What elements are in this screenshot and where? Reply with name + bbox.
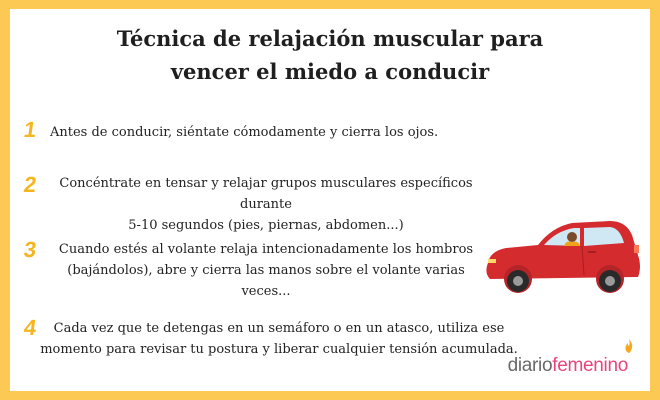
step-3-line-2: (bajándolos), abre y cierra las manos sobre el volante varias [67, 263, 465, 278]
car-illustration [480, 215, 644, 299]
step-number-3: 3 [22, 237, 39, 262]
step-2-line-2: 5-10 segundos (pies, piernas, abdomen...) [128, 218, 404, 233]
title-line-1: Técnica de relajación muscular para [116, 26, 544, 51]
step-4-line-1: Cada vez que te detengas en un semáforo o en un atasco, utiliza ese [53, 321, 505, 336]
infographic-card [10, 9, 650, 391]
logo-part-1: diario [507, 355, 553, 376]
step-3 [46, 239, 486, 302]
step-number-4: 4 [22, 315, 39, 340]
site-logo [508, 355, 628, 377]
step-2 [46, 173, 486, 236]
step-3-line-1: Cuando estés al volante relaja intencionadamente los hombros [58, 242, 474, 257]
step-number-1: 1 [22, 117, 39, 142]
step-3-line-3: veces... [241, 284, 291, 299]
title-line-2: vencer el miedo a conducir [170, 59, 490, 84]
flame-icon [624, 339, 634, 353]
step-1 [50, 122, 490, 143]
step-2-line-1: Concéntrate en tensar y relajar grupos musculares específicos durante [59, 176, 473, 212]
step-4 [38, 318, 520, 360]
logo-part-2: femenino [552, 355, 628, 376]
step-1-line-1: Antes de conducir, siéntate cómodamente y cierra los ojos. [50, 125, 439, 140]
step-number-2: 2 [22, 172, 39, 197]
page-title [10, 22, 650, 88]
step-4-line-2: momento para revisar tu postura y liberar cualquier tensión acumulada. [40, 342, 518, 357]
